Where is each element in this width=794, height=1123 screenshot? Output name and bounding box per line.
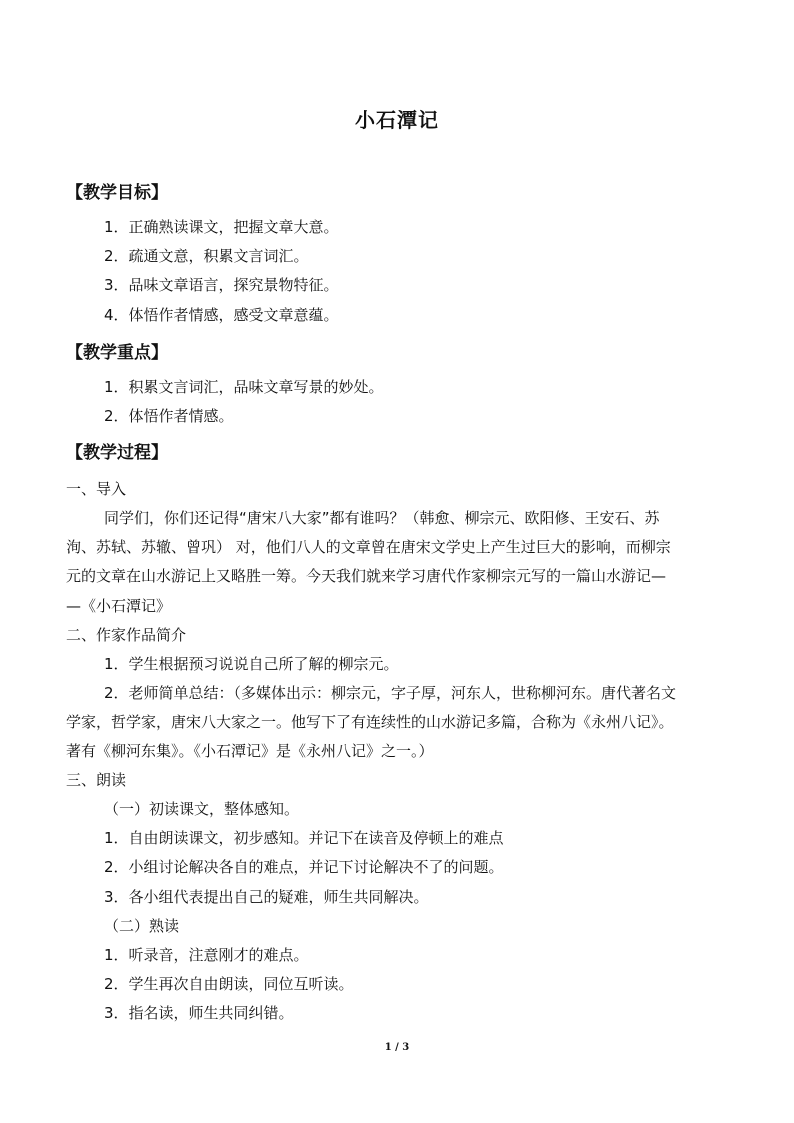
list-item: 1．听录音，注意刚才的难点。: [104, 946, 309, 964]
paragraph-line: 著有《柳河东集》。《小石潭记》是《永州八记》之一。）: [66, 742, 434, 760]
subsection-title: （二）熟读: [104, 917, 180, 935]
section-title-author: 二、作家作品简介: [66, 626, 187, 644]
paragraph-line: 元的文章在山水游记上又略胜一筹。今天我们就来学习唐代作家柳宗元写的一篇山水游记—: [66, 567, 667, 585]
focus-item: 1．积累文言词汇，品味文章写景的妙处。: [104, 378, 384, 396]
page-number: 1 / 3: [384, 1042, 410, 1053]
paragraph-line: —《小石潭记》: [66, 597, 172, 615]
heading-teaching-goals: 【教学目标】: [66, 183, 168, 203]
paragraph-line: 同学们，你们还记得“唐宋八大家”都有谁吗？（韩愈、柳宗元、欧阳修、王安石、苏: [104, 509, 660, 527]
section-title-intro: 一、导入: [66, 480, 127, 498]
goal-item: 4．体悟作者情感，感受文章意蕴。: [104, 306, 339, 324]
list-item: 2．小组讨论解决各自的难点，并记下讨论解决不了的问题。: [104, 858, 504, 876]
subsection-title: （一）初读课文，整体感知。: [104, 800, 300, 818]
list-item: 3．指名读，师生共同纠错。: [104, 1004, 294, 1022]
list-item: 3．各小组代表提出自己的疑难，师生共同解决。: [104, 888, 429, 906]
goal-item: 1．正确熟读课文，把握文章大意。: [104, 218, 339, 236]
paragraph-line: 洵、苏轼、苏辙、曾巩） 对，他们八人的文章曾在唐宋文学史上产生过巨大的影响，而柳宗: [66, 538, 671, 556]
list-item: 1．自由朗读课文，初步感知。并记下在读音及停顿上的难点: [104, 829, 504, 847]
paragraph-line: 学家，哲学家，唐宋八大家之一。他写下了有连续性的山水游记多篇，合称为《永州八记》。: [66, 713, 674, 731]
goal-item: 3．品味文章语言，探究景物特征。: [104, 276, 339, 294]
focus-item: 2．体悟作者情感。: [104, 407, 234, 425]
heading-teaching-focus: 【教学重点】: [66, 343, 168, 363]
paragraph-line: 2．老师简单总结：（多媒体出示：柳宗元，字子厚，河东人，世称柳河东。唐代著名文: [104, 684, 677, 702]
document-title: 小石潭记: [355, 108, 439, 132]
list-item: 2．学生再次自由朗读，同位互听读。: [104, 975, 354, 993]
section-title-reading: 三、朗读: [66, 771, 127, 789]
goal-item: 2．疏通文意，积累文言词汇。: [104, 247, 309, 265]
paragraph-line: 1．学生根据预习说说自己所了解的柳宗元。: [104, 655, 399, 673]
heading-teaching-process: 【教学过程】: [66, 443, 168, 463]
